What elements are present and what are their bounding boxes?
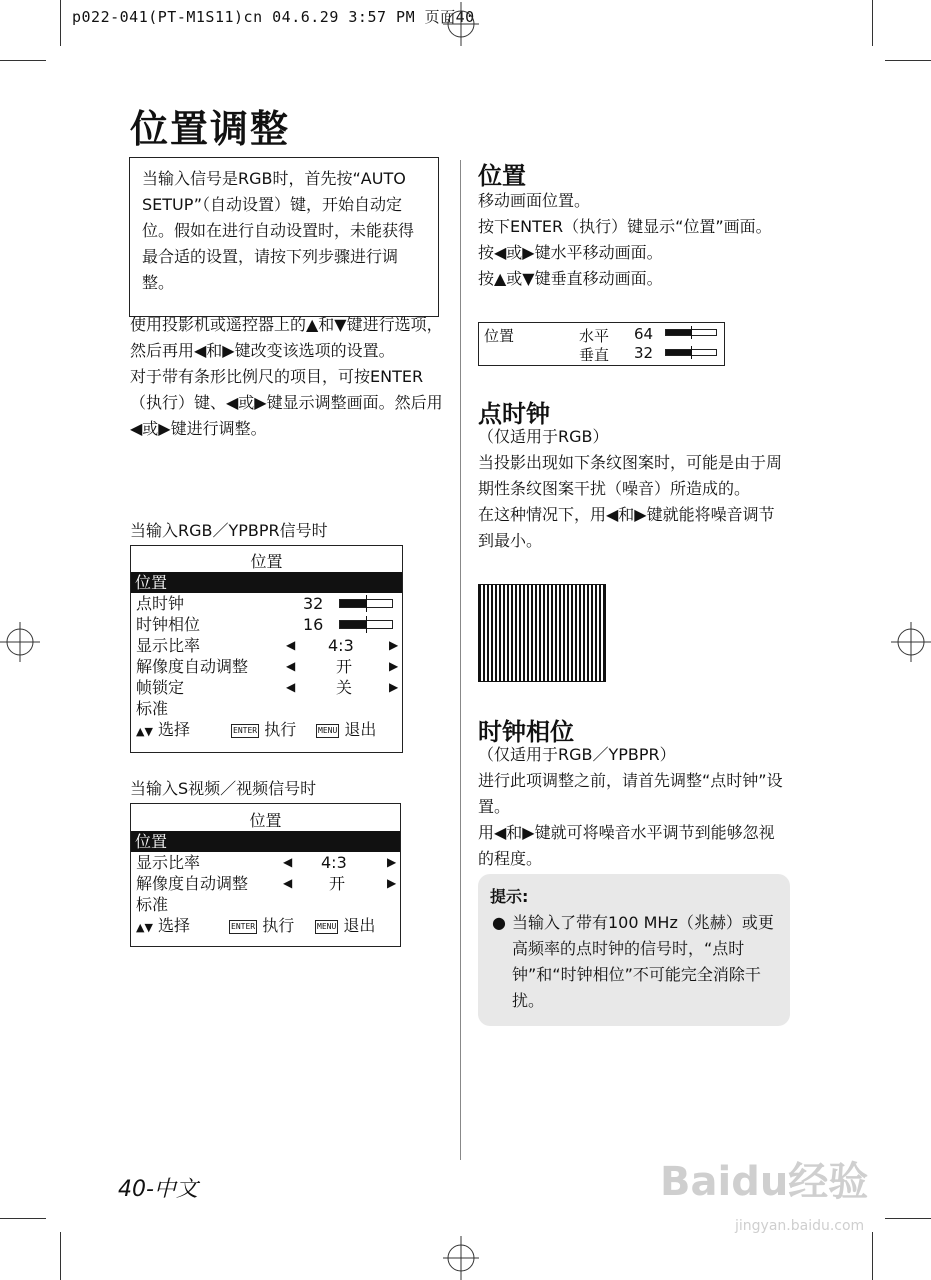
position-box-label: 位置 [484,327,515,345]
menu-video [130,803,401,947]
horizontal-bar[interactable] [665,329,717,336]
execute-label: 执行 [264,720,297,739]
hint-title: 提示: [490,887,529,906]
arrow-left-icon[interactable]: ◀ [286,680,296,694]
menu-item-label: 帧锁定 [136,678,185,697]
menu-key-icon: MENU [315,920,338,934]
page-title: 位置调整 [130,107,291,151]
arrow-right-icon[interactable]: ▶ [387,855,397,869]
menu-item-label: 显示比率 [136,853,201,872]
hint-box [478,874,790,1026]
position-line: 移动画面位置。 [478,191,591,210]
menu-rgb-caption: 当输入RGB／YPBPR信号时 [130,521,328,540]
level-bar[interactable] [339,620,393,629]
menu-item-label: 标准 [136,699,169,718]
select-label: 选择 [158,720,191,739]
dot-clock-line: 当投影出现如下条纹图案时，可能是由于周期性条纹图案干扰（噪音）所造成的。 [478,453,783,498]
dot-clock-heading: 点时钟 [478,400,550,428]
menu-item-auto-resolution[interactable] [131,656,402,677]
menu-video-caption: 当输入S视频／视频信号时 [130,779,317,798]
menu-item-value: 4:3 [321,853,347,872]
menu-footer [131,719,402,740]
menu-footer-select [136,719,190,742]
registration-mark [0,622,40,662]
up-down-arrow-icon: ▲▼ [136,725,153,738]
select-label: 选择 [158,916,191,935]
clock-phase-line: 用◀和▶键就可将噪音水平调节到能够忽视的程度。 [478,823,775,868]
clock-phase-heading: 时钟相位 [478,718,574,746]
menu-rgb [130,545,403,753]
intro-text [130,312,443,442]
position-heading: 位置 [478,162,526,190]
enter-key-icon: ENTER [231,724,259,738]
menu-item-label: 点时钟 [136,594,185,613]
menu-item-label: 标准 [136,895,169,914]
clock-phase-note: （仅适用于RGB／YPBPR） [478,745,676,764]
level-fill [666,330,691,335]
arrow-right-icon[interactable]: ▶ [389,680,399,694]
page-number: 40-中文 [118,1177,198,1202]
vertical-label: 垂直 [579,346,610,364]
menu-key-icon: MENU [316,724,339,738]
intro-paragraph: 使用投影机或遥控器上的▲和▼键进行选项，然后再用◀和▶键改变该选项的设置。 [130,315,443,360]
enter-key-icon: ENTER [229,920,257,934]
menu-header: 位置 [249,811,282,830]
column-divider [460,160,461,1160]
arrow-right-icon[interactable]: ▶ [389,638,399,652]
clock-phase-line: 进行此项调整之前，请首先调整“点时钟”设置。 [478,771,783,816]
level-fill [340,621,366,628]
menu-item-label: 解像度自动调整 [136,874,249,893]
menu-item-label: 显示比率 [136,636,201,655]
stripe-pattern-image [478,584,606,682]
dot-clock-note: （仅适用于RGB） [478,427,609,446]
baidu-watermark: Baidu经验 [660,1159,869,1205]
menu-item-frame-lock[interactable] [131,677,402,698]
vertical-value: 32 [634,344,654,362]
menu-footer-select [136,915,190,938]
menu-item-label: 时钟相位 [136,615,201,634]
baidu-watermark-url: jingyan.baidu.com [735,1218,865,1234]
crop-mark [60,0,61,46]
level-fill [340,600,366,607]
menu-item-standard[interactable] [131,698,402,719]
menu-footer-execute [229,915,294,936]
menu-item-aspect[interactable] [131,635,402,656]
registration-mark [443,2,479,46]
level-marker [691,346,692,359]
menu-item-aspect[interactable] [131,852,400,873]
print-header: p022-041(PT-M1S11)cn 04.6.29 3:57 PM 页面40 [72,8,475,26]
crop-mark [60,1232,61,1280]
dot-clock-text [478,424,790,554]
exit-label: 退出 [343,916,376,935]
crop-mark [885,60,931,61]
notice-box: 当输入信号是RGB时，首先按“AUTO SETUP”（自动设置）键，开始自动定位。假如在进行自动设置时，未能获得最合适的设置，请按下列步骤进行调整。 [129,157,439,317]
arrow-left-icon[interactable]: ◀ [286,638,296,652]
menu-item-standard[interactable] [131,894,400,915]
menu-item-value: 关 [336,678,353,697]
level-fill [666,350,691,355]
hint-bullet-text: 当输入了带有100 MHz（兆赫）或更高频率的点时钟的信号时，“点时钟”和“时钟相位”不可能完全消除干扰。 [512,913,774,1010]
level-bar[interactable] [339,599,393,608]
registration-mark [891,622,931,662]
crop-mark [872,1232,873,1280]
menu-footer [131,915,400,936]
menu-item-clock-phase[interactable] [131,614,402,635]
crop-mark [0,1218,46,1219]
position-adjust-box [478,322,725,366]
menu-item-value: 32 [303,594,324,613]
vertical-bar[interactable] [665,349,717,356]
menu-footer-exit [315,915,375,936]
position-line: 按下ENTER（执行）键显示“位置”画面。 [478,217,772,236]
menu-item-value: 开 [329,874,346,893]
arrow-right-icon[interactable]: ▶ [389,659,399,673]
menu-footer-execute [231,719,296,740]
menu-selected-item[interactable]: 位置 [131,572,402,593]
crop-mark [872,0,873,46]
registration-mark [443,1236,479,1280]
exit-label: 退出 [344,720,377,739]
menu-header: 位置 [250,552,283,571]
menu-footer-exit [316,719,376,740]
up-down-arrow-icon: ▲▼ [136,921,153,934]
menu-item-value: 4:3 [328,636,354,655]
menu-item-auto-resolution[interactable] [131,873,400,894]
position-line: 按▲或▼键垂直移动画面。 [478,269,663,288]
bullet-icon: ● [492,913,506,932]
position-text [478,188,790,292]
arrow-right-icon[interactable]: ▶ [387,876,397,890]
arrow-left-icon[interactable]: ◀ [286,659,296,673]
menu-item-label: 解像度自动调整 [136,657,249,676]
horizontal-label: 水平 [579,327,610,345]
position-line: 按◀或▶键水平移动画面。 [478,243,663,262]
menu-selected-item[interactable]: 位置 [131,831,400,852]
menu-item-value: 16 [303,615,324,634]
horizontal-value: 64 [634,325,654,343]
arrow-left-icon[interactable]: ◀ [283,876,293,890]
dot-clock-line: 在这种情况下，用◀和▶键就能将噪音调节到最小。 [478,505,775,550]
arrow-left-icon[interactable]: ◀ [283,855,293,869]
crop-mark [0,60,46,61]
level-marker [366,616,367,633]
level-marker [366,595,367,612]
menu-item-dot-clock[interactable] [131,593,402,614]
menu-item-value: 开 [336,657,353,676]
crop-mark [885,1218,931,1219]
level-marker [691,326,692,339]
execute-label: 执行 [262,916,295,935]
intro-paragraph: 对于带有条形比例尺的项目，可按ENTER（执行）键、◀或▶键显示调整画面。然后用◀或▶键进行调整。 [130,367,443,438]
clock-phase-text [478,742,790,872]
